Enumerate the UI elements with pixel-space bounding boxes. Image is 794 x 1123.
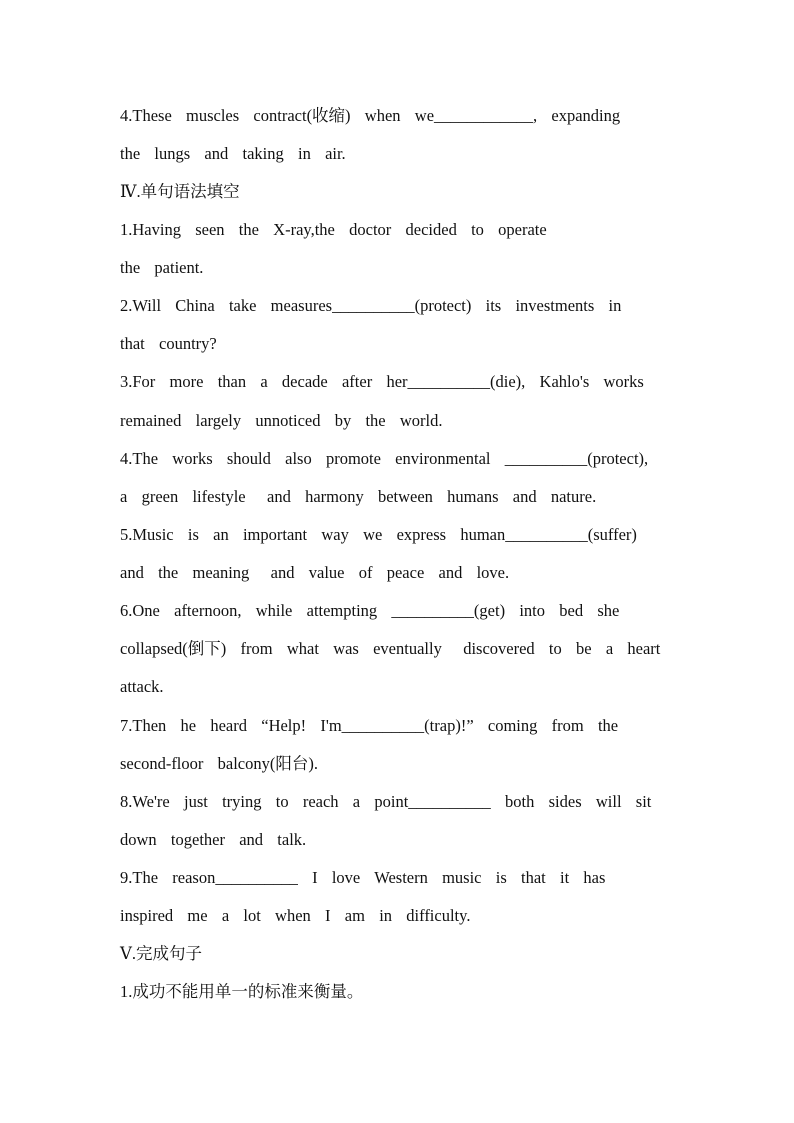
question-9: 9.The reason__________ I love Western music is that it has [120, 868, 606, 887]
section-heading-grammar: Ⅳ.单句语法填空 [120, 182, 240, 201]
question-4: 4.The works should also promote environmental __________(protect), [120, 449, 649, 468]
complete-question-1: 1.成功不能用单一的标准来衡量。 [120, 982, 364, 1001]
question-6: 6.One afternoon, while attempting __________(get) into bed she [120, 601, 620, 620]
question-2: 2.Will China take measures__________(protect) its investments in [120, 296, 622, 315]
question-6-cont2: attack. [120, 677, 164, 696]
question-7-cont: second-floor balcony(阳台). [120, 754, 318, 773]
question-6-cont: collapsed(倒下) from what was eventually discovered to be a heart [120, 639, 661, 658]
exercise-line-3-4: 4.These muscles contract(收缩) when we____________, expanding [120, 106, 621, 125]
exercise-line-cont: the lungs and taking in air. [120, 144, 346, 163]
section-heading-complete: Ⅴ.完成句子 [120, 944, 203, 963]
question-1-cont: the patient. [120, 258, 204, 277]
question-7: 7.Then he heard “Help! I'm__________(trap)!” coming from the [120, 716, 619, 735]
question-8-cont: down together and talk. [120, 830, 307, 849]
question-9-cont: inspired me a lot when I am in difficulty. [120, 906, 471, 925]
question-3-cont: remained largely unnoticed by the world. [120, 411, 443, 430]
question-5: 5.Music is an important way we express human__________(suffer) [120, 525, 637, 544]
question-2-cont: that country? [120, 334, 217, 353]
question-4-cont: a green lifestyle and harmony between humans and nature. [120, 487, 597, 506]
question-8: 8.We're just trying to reach a point__________ both sides will sit [120, 792, 652, 811]
question-3: 3.For more than a decade after her__________(die), Kahlo's works [120, 372, 644, 391]
question-1: 1.Having seen the X-ray,the doctor decided to operate [120, 220, 547, 239]
question-5-cont: and the meaning and value of peace and love. [120, 563, 510, 582]
